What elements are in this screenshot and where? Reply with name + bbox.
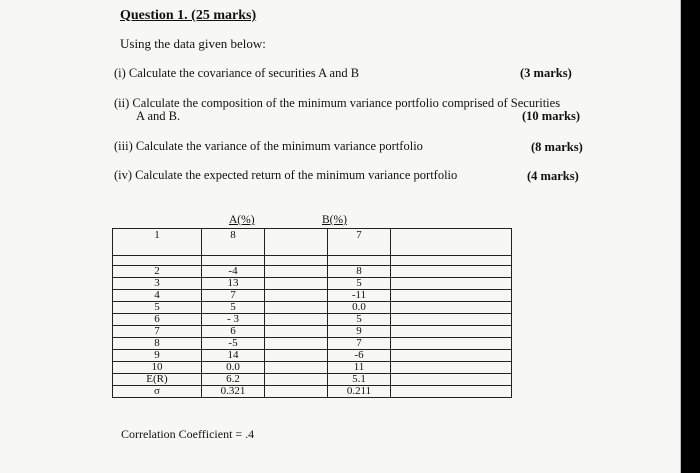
security-b-cell: 5 bbox=[328, 278, 391, 290]
security-b-cell: -11 bbox=[328, 290, 391, 302]
returns-table-body bbox=[113, 229, 512, 398]
table-row bbox=[113, 386, 512, 398]
security-a-cell: 0.321 bbox=[202, 386, 265, 398]
table-row bbox=[113, 338, 512, 350]
security-b-cell: -6 bbox=[328, 350, 391, 362]
empty-cell bbox=[391, 278, 512, 290]
security-b-cell: 5 bbox=[328, 314, 391, 326]
table-row bbox=[113, 314, 512, 326]
question-intro: Using the data given below: bbox=[120, 36, 266, 51]
security-b-cell: 0.211 bbox=[328, 386, 391, 398]
table-row bbox=[113, 229, 512, 256]
spacer-cell bbox=[265, 229, 328, 256]
row-label-cell: 1 bbox=[113, 229, 202, 256]
empty-cell bbox=[391, 374, 512, 386]
part-ii-text-cont: A and B. bbox=[136, 109, 181, 123]
security-a-cell: -4 bbox=[202, 266, 265, 278]
spacer-cell bbox=[265, 326, 328, 338]
security-a-cell: 14 bbox=[202, 350, 265, 362]
empty-cell bbox=[391, 314, 512, 326]
table-row bbox=[113, 374, 512, 386]
security-b-cell: 9 bbox=[328, 326, 391, 338]
part-ii-marks: (10 marks) bbox=[522, 109, 580, 123]
empty-cell bbox=[391, 386, 512, 398]
correlation-coefficient: Correlation Coefficient = .4 bbox=[121, 427, 255, 441]
part-iii-text: (iii) Calculate the variance of the minimum variance portfolio bbox=[114, 139, 423, 153]
security-a-cell: -5 bbox=[202, 338, 265, 350]
empty-cell bbox=[265, 256, 328, 266]
empty-cell bbox=[391, 302, 512, 314]
row-label-cell: 3 bbox=[113, 278, 202, 290]
security-a-cell: 13 bbox=[202, 278, 265, 290]
security-a-cell: 8 bbox=[202, 229, 265, 256]
table-row bbox=[113, 266, 512, 278]
spacer-cell bbox=[265, 278, 328, 290]
empty-cell bbox=[391, 362, 512, 374]
spacer-cell bbox=[265, 362, 328, 374]
question-title: Question 1. (25 marks) bbox=[120, 8, 257, 23]
table-row bbox=[113, 350, 512, 362]
column-header-a: A(%) bbox=[229, 214, 255, 226]
row-label-cell: 2 bbox=[113, 266, 202, 278]
spacer-cell bbox=[265, 350, 328, 362]
security-a-cell: 5 bbox=[202, 302, 265, 314]
security-b-cell: 8 bbox=[328, 266, 391, 278]
part-iii-marks: (8 marks) bbox=[531, 140, 583, 154]
table-row bbox=[113, 326, 512, 338]
row-label-cell: 7 bbox=[113, 326, 202, 338]
part-i-marks: (3 marks) bbox=[520, 66, 572, 80]
table-row bbox=[113, 302, 512, 314]
security-b-cell: 0.0 bbox=[328, 302, 391, 314]
security-b-cell: 7 bbox=[328, 338, 391, 350]
spacer-cell bbox=[265, 314, 328, 326]
row-label-cell: 10 bbox=[113, 362, 202, 374]
part-iv-text: (iv) Calculate the expected return of the minimum variance portfolio bbox=[114, 168, 458, 182]
spacer-cell bbox=[265, 290, 328, 302]
empty-cell bbox=[391, 350, 512, 362]
table-gap-row bbox=[113, 256, 512, 266]
security-a-cell: 6 bbox=[202, 326, 265, 338]
empty-cell bbox=[391, 290, 512, 302]
empty-cell bbox=[391, 326, 512, 338]
security-b-cell: 7 bbox=[328, 229, 391, 256]
row-label-cell: E(R) bbox=[113, 374, 202, 386]
empty-cell bbox=[113, 256, 202, 266]
row-label-cell: σ bbox=[113, 386, 202, 398]
empty-cell bbox=[202, 256, 265, 266]
row-label-cell: 8 bbox=[113, 338, 202, 350]
empty-cell bbox=[391, 266, 512, 278]
security-a-cell: 0.0 bbox=[202, 362, 265, 374]
spacer-cell bbox=[265, 374, 328, 386]
security-b-cell: 11 bbox=[328, 362, 391, 374]
empty-cell bbox=[391, 229, 512, 256]
security-a-cell: - 3 bbox=[202, 314, 265, 326]
empty-cell bbox=[391, 338, 512, 350]
column-header-b: B(%) bbox=[322, 214, 347, 226]
spacer-cell bbox=[265, 386, 328, 398]
table-row bbox=[113, 362, 512, 374]
security-b-cell: 5.1 bbox=[328, 374, 391, 386]
row-label-cell: 4 bbox=[113, 290, 202, 302]
part-ii-text: (ii) Calculate the composition of the minimum variance portfolio comprised of Securities bbox=[114, 96, 561, 110]
spacer-cell bbox=[265, 266, 328, 278]
security-a-cell: 7 bbox=[202, 290, 265, 302]
spacer-cell bbox=[265, 302, 328, 314]
table-row bbox=[113, 290, 512, 302]
table-row bbox=[113, 278, 512, 290]
spacer-cell bbox=[265, 338, 328, 350]
part-i-text: (i) Calculate the covariance of securities A and B bbox=[114, 66, 360, 80]
row-label-cell: 5 bbox=[113, 302, 202, 314]
part-iv-marks: (4 marks) bbox=[527, 169, 579, 183]
row-label-cell: 6 bbox=[113, 314, 202, 326]
empty-cell bbox=[328, 256, 391, 266]
row-label-cell: 9 bbox=[113, 350, 202, 362]
returns-table bbox=[112, 228, 512, 398]
security-a-cell: 6.2 bbox=[202, 374, 265, 386]
empty-cell bbox=[391, 256, 512, 266]
